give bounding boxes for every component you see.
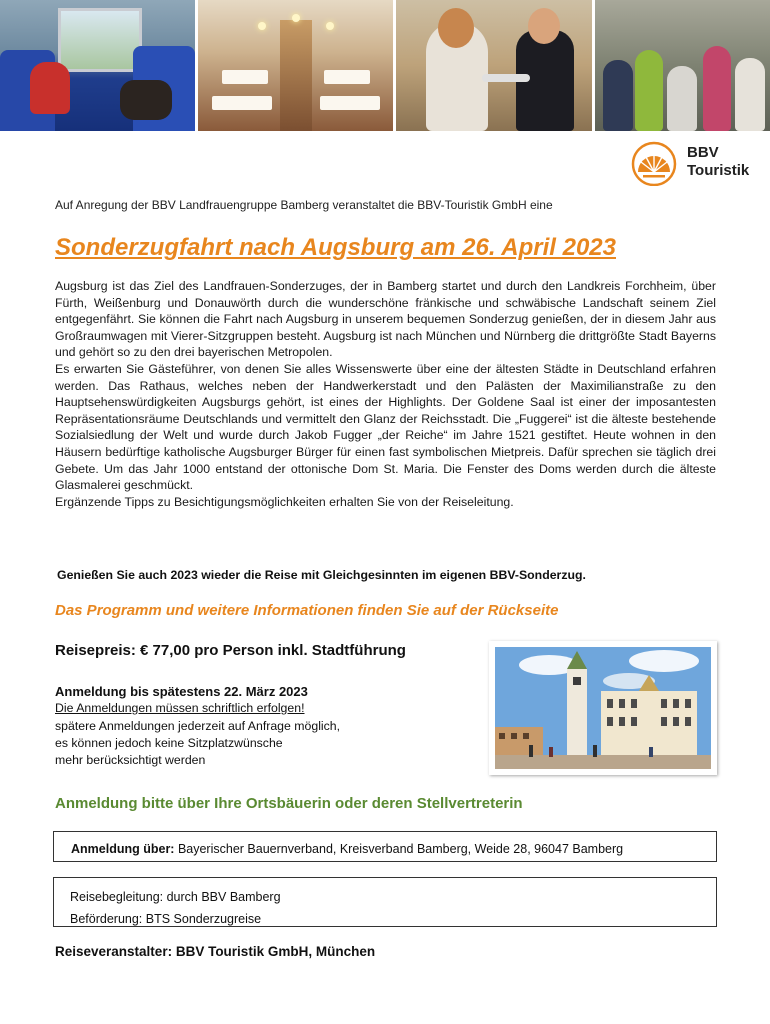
paragraph-2: Es erwarten Sie Gästeführer, von denen Sie alles Wissenswerte über eine der ältesten Städte in Deutschland erfahren werden. Das Rathaus, welches neben der Handwerkerstadt und den Palästen der Maximilianstraße zu den Hauptsehenswürdigkeiten Augsburgs gehört, ist eines der Highlights. Der Goldene Saal ist einer der imposantesten Repräsentationsräume Deutschlands und vermittelt den Glanz der Reichsstadt. Die „Fuggerei“ ist die älteste bestehende Sozialsiedlung der Welt und wurde durch Jakob Fugger „der Reiche“ im Jahre 1521 gestiftet. Heute wohnen in den Häusern bedürftige katholische Augsburger Bürger für einen fast symbolischen Mietpreis. Dafür sprechen sie täglich drei Gebete. Um das Jahr 1000 entstand der ottonische Dom St. Maria. Die Fenster des Doms werden durch die älteste Glasmalerei geschmückt.	[55, 361, 716, 493]
paragraph-1: Augsburg ist das Ziel des Landfrauen-Sonderzuges, der in Bamberg startet und durch den Landkreis Forchheim, über Fürth, Weißenburg und Donauwörth durch die wunderschöne fränkische und schwäbische Landschaft seinem Ziel entgegenfährt. Sie können die Fahrt nach Augsburg in unserem bequemen Sonderzug genießen, der in diesem Jahr aus Großraumwagen mit Vierer-Sitzgruppen besteht. Augsburg ist nach München und Nürnberg die drittgrößte Stadt Bayerns und gehört so zu den drei bayerischen Metropolen.	[55, 279, 716, 360]
registration-notes	[55, 718, 340, 768]
registration-note-line: es können jedoch keine Sitzplatzwünsche	[55, 735, 283, 750]
intro-text: Auf Anregung der BBV Landfrauengruppe Bamberg veranstaltet die BBV-Touristik GmbH eine	[55, 198, 553, 212]
highlight-text: Genießen Sie auch 2023 wieder die Reise mit Gleichgesinnten im eigenen BBV-Sonderzug.	[57, 568, 586, 582]
program-note: Das Programm und weitere Informationen finden Sie auf der Rückseite	[55, 602, 559, 619]
registration-written-note: Die Anmeldungen müssen schriftlich erfolgen!	[55, 701, 305, 715]
page-title: Sonderzugfahrt nach Augsburg am 26. April 2023	[55, 234, 616, 261]
photo-train-compartment	[0, 0, 195, 131]
augsburg-illustration	[489, 641, 717, 775]
logo-line1: BBV	[687, 144, 719, 161]
tour-organizer: Reiseveranstalter: BBV Touristik GmbH, München	[55, 944, 376, 959]
logo-line2: Touristik	[687, 162, 750, 179]
registration-deadline: Anmeldung bis spätestens 22. März 2023	[55, 684, 308, 699]
photo-dancing-passengers	[595, 0, 770, 131]
travel-price: Reisepreis: € 77,00 pro Person inkl. Stadtführung	[55, 642, 406, 659]
registration-address-box	[53, 831, 717, 862]
sun-fan-icon	[629, 140, 679, 186]
registration-address-label: Anmeldung über:	[71, 842, 175, 856]
registration-note-line: spätere Anmeldungen jederzeit auf Anfrage möglich,	[55, 719, 341, 733]
registration-note-line: mehr berücksichtigt werden	[55, 752, 206, 767]
logo-text	[687, 144, 749, 180]
bbv-touristik-logo	[629, 140, 755, 186]
photo-waiter-serving	[396, 0, 591, 131]
photo-augsburg-town-hall	[489, 641, 717, 775]
paragraph-3: Ergänzende Tipps zu Besichtigungsmöglichkeiten erhalten Sie von der Reiseleitung.	[55, 494, 514, 509]
registration-via: Anmeldung bitte über Ihre Ortsbäuerin oder deren Stellvertreterin	[55, 795, 523, 812]
body-text	[55, 278, 716, 510]
tour-guide-line: Reisebegleitung: durch BBV Bamberg	[70, 890, 281, 904]
travel-details-box	[53, 877, 717, 927]
registration-address: Bayerischer Bauernverband, Kreisverband Bamberg, Weide 28, 96047 Bamberg	[174, 842, 624, 856]
header-photo-strip	[0, 0, 770, 131]
transport-line: Beförderung: BTS Sonderzugreise	[70, 912, 262, 926]
photo-dining-car	[198, 0, 393, 131]
